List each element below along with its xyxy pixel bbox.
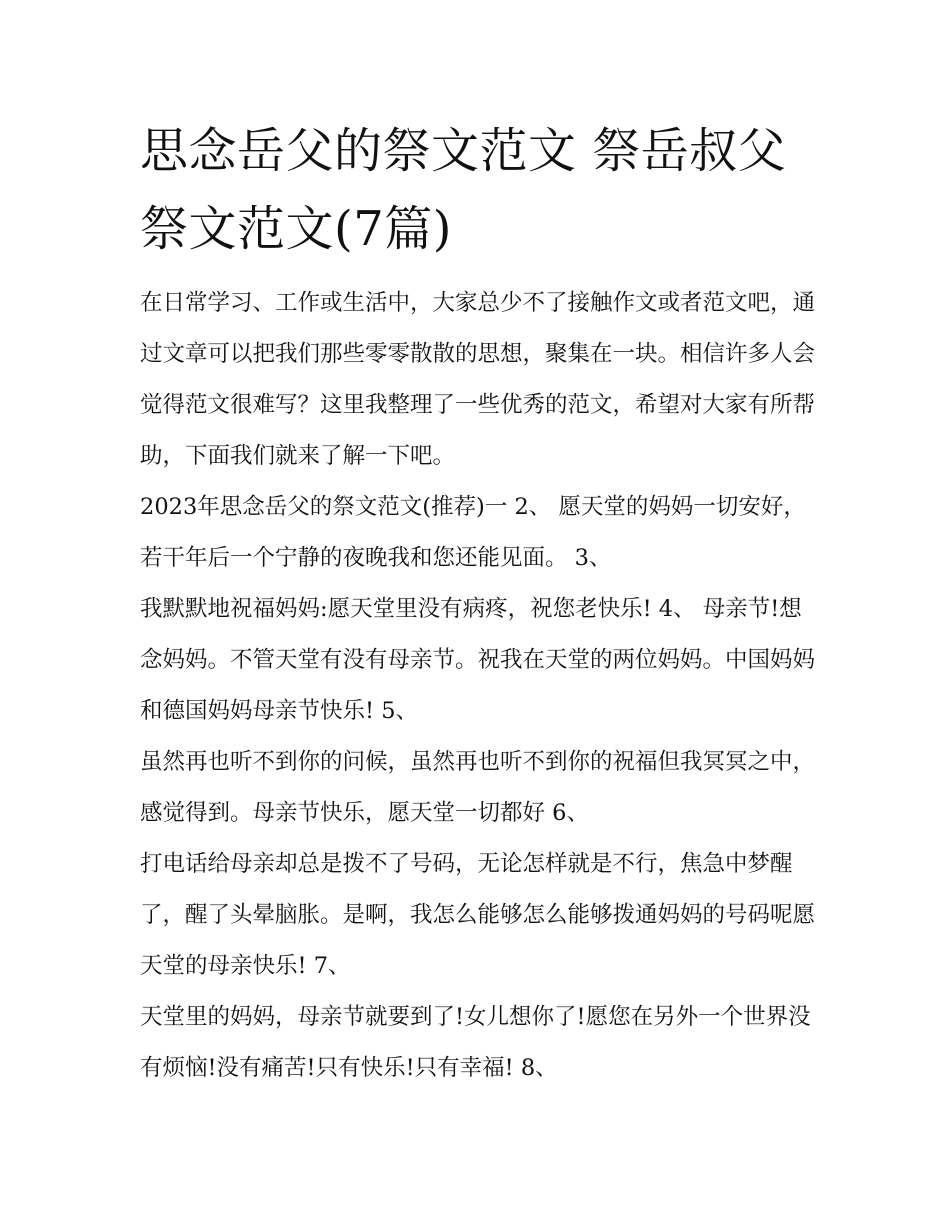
paragraph-intro: 在日常学习、工作或生活中，大家总少不了接触作文或者范文吧，通过文章可以把我们那些零零散散的思想，聚集在一块。相信许多人会觉得范文很难写？这里我整理了一些优秀的范文，希望对大家有所帮助，下面我们就来了解一下吧。 — [140, 290, 816, 469]
paragraph-3: 我默默地祝福妈妈:愿天堂里没有病疼，祝您老快乐! 4、 母亲节!想念妈妈。不管天堂有没有母亲节。祝我在天堂的两位妈妈。中国妈妈和德国妈妈母亲节快乐! 5、 — [140, 596, 816, 724]
paragraph-2: 2023年思念岳父的祭文范文(推荐)一 2、 愿天堂的妈妈一切安好，若干年后一个宁静的夜晚我和您还能见面。 3、 — [140, 494, 806, 571]
paragraph-4: 虽然再也听不到你的问候，虽然再也听不到你的祝福但我冥冥之中，感觉得到。母亲节快乐，愿天堂一切都好 6、 — [140, 749, 816, 826]
document-page — [140, 112, 820, 1094]
paragraph-5: 打电话给母亲却总是拨不了号码，无论怎样就是不行，焦急中梦醒了，醒了头晕脑胀。是啊，我怎么能够怎么能够拨通妈妈的号码呢愿天堂的母亲快乐! 7、 — [140, 851, 816, 979]
document-title: 思念岳父的祭文范文 祭岳叔父祭文范文(7篇) — [140, 123, 787, 257]
paragraph-6: 天堂里的妈妈，母亲节就要到了!女儿想你了!愿您在另外一个世界没有烦恼!没有痛苦!只有快乐!只有幸福! 8、 — [140, 1004, 811, 1081]
document-body — [140, 278, 820, 1094]
